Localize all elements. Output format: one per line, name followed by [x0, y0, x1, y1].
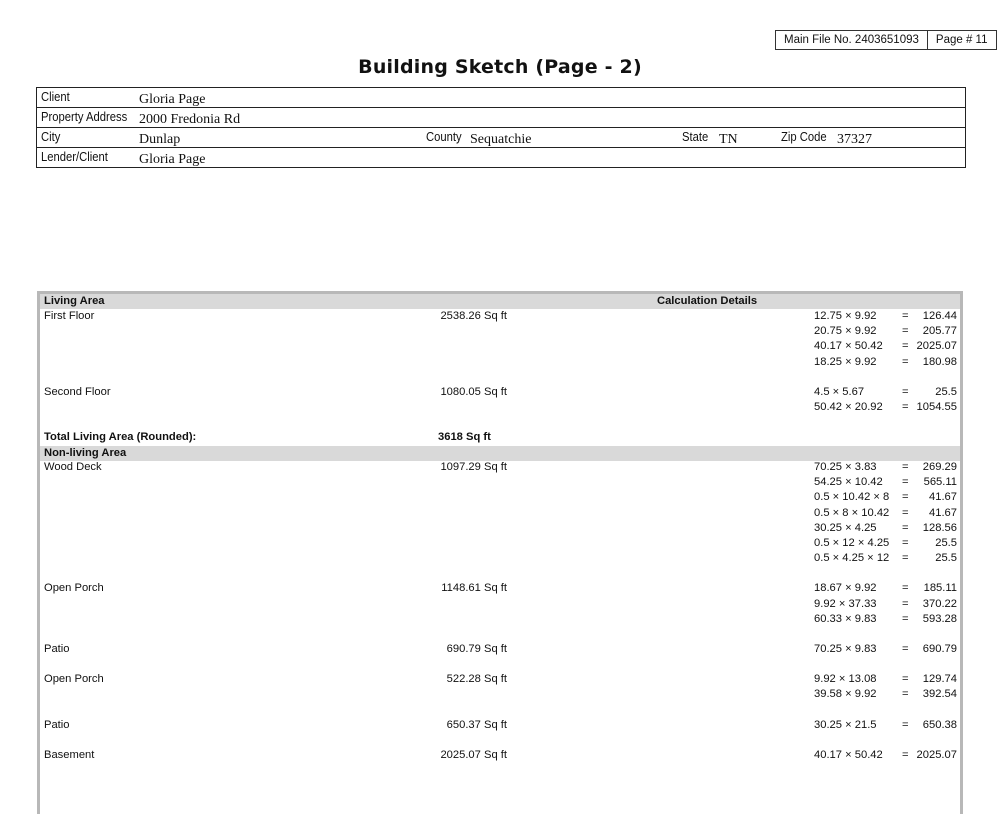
- info-row-lender: [37, 148, 965, 167]
- main-file-number: Main File No. 2403651093: [784, 34, 919, 46]
- area-size: 1080.05 Sq ft: [440, 385, 507, 398]
- lender-label: Lender/Client: [41, 150, 108, 164]
- calc-formula: 54.25 × 10.42: [814, 476, 883, 489]
- calc-result: 25.5: [935, 385, 957, 398]
- info-row-client: [37, 88, 965, 108]
- calc-result: 205.77: [922, 325, 957, 338]
- property-info-table: [36, 87, 966, 168]
- calc-result: 25.5: [935, 552, 957, 565]
- living-area-header-band: [40, 294, 960, 309]
- calc-result: 129.74: [922, 673, 957, 686]
- calc-result: 185.11: [923, 582, 957, 595]
- county-value: Sequatchie: [470, 132, 532, 147]
- calc-formula: 4.5 × 5.67: [814, 385, 865, 398]
- non-living-area-header-band: [40, 446, 960, 461]
- city-value: Dunlap: [139, 132, 181, 147]
- area-name: Patio: [44, 643, 70, 655]
- calc-formula: 30.25 × 4.25: [814, 521, 877, 534]
- area-name: Open Porch: [44, 582, 104, 595]
- area-name: First Floor: [44, 310, 95, 322]
- calc-formula: 12.75 × 9.92: [814, 310, 877, 322]
- total-living-area-value: 3618 Sq ft: [438, 431, 491, 443]
- calc-formula: 40.17 × 50.42: [814, 340, 883, 353]
- equals-sign: =: [902, 597, 909, 610]
- equals-sign: =: [902, 552, 909, 565]
- area-size: 1097.29 Sq ft: [440, 461, 507, 473]
- equals-sign: =: [902, 537, 909, 549]
- equals-sign: =: [902, 582, 909, 595]
- page-number: Page # 11: [927, 31, 996, 49]
- equals-sign: =: [902, 688, 909, 701]
- calc-result: 269.29: [922, 461, 957, 473]
- equals-sign: =: [902, 521, 909, 534]
- calc-result: 128.56: [922, 521, 957, 534]
- calc-formula: 0.5 × 8 × 10.42: [814, 506, 890, 519]
- calc-result: 650.38: [922, 718, 957, 731]
- page-title: Building Sketch (Page - 2): [358, 56, 642, 78]
- equals-sign: =: [902, 325, 909, 338]
- calc-result: 180.98: [922, 355, 957, 368]
- equals-sign: =: [902, 612, 909, 625]
- calc-formula: 30.25 × 21.5: [814, 718, 877, 731]
- zip-label: Zip Code: [781, 130, 827, 144]
- calc-formula: 40.17 × 50.42: [814, 748, 883, 761]
- equals-sign: =: [902, 643, 909, 655]
- calc-formula: 39.58 × 9.92: [814, 688, 877, 701]
- calc-formula: 9.92 × 37.33: [814, 597, 877, 610]
- state-value: TN: [719, 132, 738, 147]
- calc-formula: 0.5 × 10.42 × 8: [814, 491, 890, 504]
- county-label: County: [426, 130, 462, 144]
- equals-sign: =: [902, 491, 909, 504]
- state-label: State: [682, 130, 709, 144]
- equals-sign: =: [902, 310, 909, 322]
- equals-sign: =: [902, 385, 909, 398]
- client-value: Gloria Page: [139, 92, 206, 107]
- lender-value: Gloria Page: [139, 152, 206, 167]
- address-label: Property Address: [41, 110, 128, 124]
- client-label: Client: [41, 90, 70, 104]
- calc-result: 565.11: [923, 476, 957, 489]
- address-value: 2000 Fredonia Rd: [139, 112, 241, 127]
- file-number-box: [775, 30, 997, 50]
- non-living-area-heading: Non-living Area: [44, 447, 127, 459]
- equals-sign: =: [902, 401, 909, 413]
- equals-sign: =: [902, 718, 909, 731]
- area-name: Open Porch: [44, 673, 104, 686]
- calc-result: 126.44: [922, 310, 957, 322]
- city-label: City: [41, 130, 61, 144]
- calc-formula: 20.75 × 9.92: [814, 325, 877, 338]
- calc-formula: 70.25 × 3.83: [814, 461, 877, 473]
- equals-sign: =: [902, 476, 909, 489]
- calc-result: 41.67: [929, 506, 957, 519]
- calc-result: 25.5: [935, 537, 957, 549]
- calc-formula: 70.25 × 9.83: [814, 643, 877, 655]
- equals-sign: =: [902, 506, 909, 519]
- calc-result: 41.67: [929, 491, 957, 504]
- calc-formula: 50.42 × 20.92: [814, 401, 883, 413]
- area-size: 2025.07 Sq ft: [440, 748, 507, 761]
- equals-sign: =: [902, 673, 909, 686]
- area-name: Second Floor: [44, 385, 111, 398]
- calc-result: 370.22: [922, 597, 957, 610]
- calc-formula: 0.5 × 4.25 × 12: [814, 552, 890, 565]
- calc-formula: 9.92 × 13.08: [814, 673, 877, 686]
- calc-result: 392.54: [922, 688, 957, 701]
- calc-result: 593.28: [922, 612, 957, 625]
- equals-sign: =: [902, 461, 909, 473]
- calculation-details-heading: Calculation Details: [657, 295, 758, 307]
- equals-sign: =: [902, 355, 909, 368]
- area-size: 650.37 Sq ft: [446, 718, 507, 731]
- calc-formula: 18.25 × 9.92: [814, 355, 877, 368]
- area-name: Patio: [44, 718, 70, 731]
- zip-value: 37327: [837, 132, 872, 147]
- area-size: 1148.61 Sq ft: [441, 582, 507, 595]
- area-size: 690.79 Sq ft: [446, 643, 507, 655]
- calc-formula: 0.5 × 12 × 4.25: [814, 537, 890, 549]
- calc-result: 2025.07: [916, 340, 957, 353]
- calc-formula: 60.33 × 9.83: [814, 612, 877, 625]
- total-living-area-label: Total Living Area (Rounded):: [44, 431, 197, 443]
- equals-sign: =: [902, 340, 909, 353]
- area-name: Wood Deck: [44, 461, 102, 473]
- info-row-address: [37, 108, 965, 128]
- living-area-heading: Living Area: [44, 295, 105, 307]
- area-size: 2538.26 Sq ft: [440, 310, 507, 322]
- calc-result: 2025.07: [916, 748, 957, 761]
- equals-sign: =: [902, 748, 909, 761]
- area-calculations-table: [37, 291, 963, 814]
- calc-result: 690.79: [922, 643, 957, 655]
- calc-result: 1054.55: [916, 401, 957, 413]
- calc-formula: 18.67 × 9.92: [814, 582, 877, 595]
- area-size: 522.28 Sq ft: [446, 673, 507, 686]
- info-row-location: [37, 128, 965, 148]
- area-name: Basement: [44, 748, 95, 761]
